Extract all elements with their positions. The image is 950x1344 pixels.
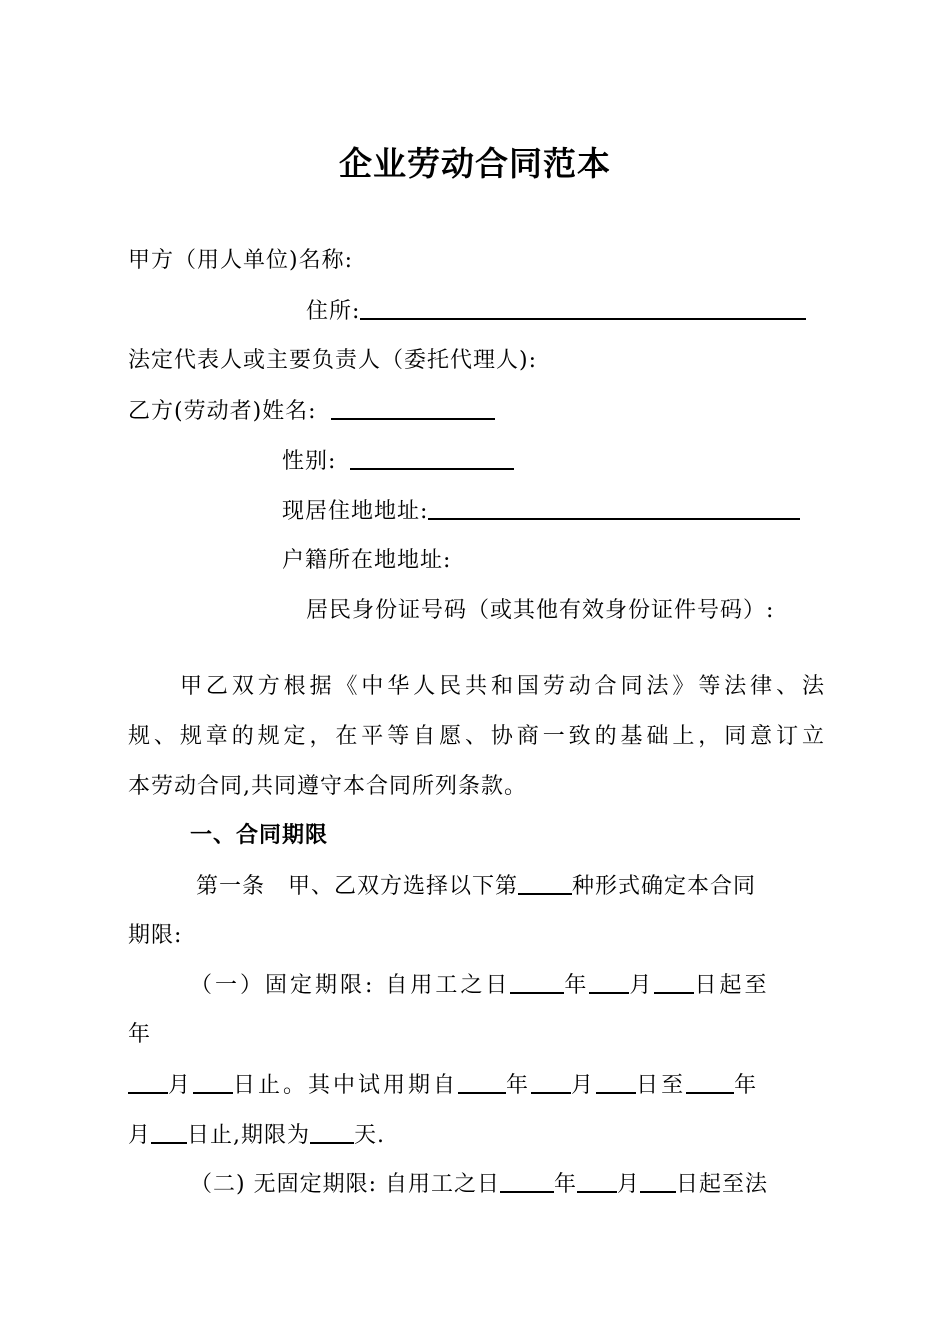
form-choice-blank[interactable] [518, 871, 572, 895]
fixed-year-label: 年 [564, 973, 590, 998]
fixed-day-end-label: 日止。其中试用期自 [233, 1073, 459, 1098]
party-b-current-address-label: 现居住地地址: [282, 499, 429, 524]
fixed-end-day-blank[interactable] [193, 1070, 233, 1094]
unfixed-start-month-blank[interactable] [577, 1169, 617, 1193]
unfixed-month-label: 月 [617, 1172, 641, 1197]
probation-year4-label: 年 [734, 1073, 760, 1098]
preamble-line-2: 规、规章的规定，在平等自愿、协商一致的基础上，同意订立 [128, 724, 825, 749]
party-b-id-label: 居民身份证号码（或其他有效身份证件号码）: [306, 598, 775, 623]
party-a-name-label: 甲方（用人单位)名称: [128, 248, 353, 273]
party-a-address-row [306, 296, 806, 327]
probation-end-day-blank[interactable] [151, 1120, 187, 1144]
article-1-text-a: 第一条 甲、乙双方选择以下第 [196, 874, 519, 899]
party-b-gender-label: 性别: [282, 449, 337, 474]
party-a-address-label: 住所: [306, 299, 361, 324]
probation-end-year-blank[interactable] [686, 1070, 734, 1094]
fixed-term-line-4 [128, 1120, 385, 1151]
party-b-current-address-row [282, 496, 800, 527]
party-b-gender-blank[interactable] [350, 446, 514, 470]
fixed-start-year-blank[interactable] [510, 970, 564, 994]
party-b-current-address-blank[interactable] [428, 496, 800, 520]
probation-month-label: 月 [571, 1073, 597, 1098]
probation-day-end-label: 日止,期限为 [187, 1123, 311, 1148]
probation-month4-label: 月 [128, 1123, 152, 1148]
article-1-text-b: 种形式确定本合同 [572, 874, 757, 899]
unfixed-start-year-blank[interactable] [500, 1169, 554, 1193]
unfixed-term-prefix: （二) 无固定期限: 自用工之日 [190, 1172, 500, 1197]
fixed-start-month-blank[interactable] [589, 970, 629, 994]
party-b-name-label: 乙方(劳动者)姓名: [128, 399, 317, 424]
probation-year-label: 年 [506, 1073, 532, 1098]
probation-day-to-label: 日至 [636, 1073, 687, 1098]
probation-start-day-blank[interactable] [596, 1070, 636, 1094]
unfixed-term-line [190, 1169, 768, 1200]
fixed-term-line-1 [190, 970, 769, 1001]
fixed-day-from-label: 日起至 [694, 973, 770, 998]
preamble-line-3: 本劳动合同,共同遵守本合同所列条款。 [128, 774, 527, 799]
party-b-household-address-label: 户籍所在地地址: [282, 548, 452, 573]
party-a-rep-label: 法定代表人或主要负责人（委托代理人): [128, 348, 537, 373]
unfixed-year-label: 年 [553, 1172, 577, 1197]
document-title: 企业劳动合同范本 [339, 144, 611, 183]
fixed-month2-label: 月 [168, 1073, 194, 1098]
party-b-gender-row [282, 446, 514, 477]
party-b-name-blank[interactable] [331, 396, 495, 420]
probation-start-month-blank[interactable] [531, 1070, 571, 1094]
preamble-text-1: 甲乙双方根据《中华人民共和国劳动合同法》等法律、法 [180, 674, 825, 699]
fixed-term-prefix: （一）固定期限: 自用工之日 [190, 973, 511, 998]
party-b-name-row [128, 396, 495, 427]
article-1-line-2: 期限: [128, 923, 183, 948]
fixed-term-line-3 [128, 1070, 759, 1101]
fixed-start-day-blank[interactable] [654, 970, 694, 994]
preamble-line-1 [128, 672, 825, 702]
fixed-month-label: 月 [629, 973, 655, 998]
unfixed-start-day-blank[interactable] [640, 1169, 676, 1193]
article-1-line [196, 871, 756, 902]
party-a-address-blank[interactable] [360, 296, 806, 320]
fixed-end-month-blank[interactable] [128, 1070, 168, 1094]
section-1-heading: 一、合同期限 [190, 823, 329, 848]
unfixed-day-from-label: 日起至法 [676, 1172, 769, 1197]
fixed-term-line-2: 年 [128, 1022, 152, 1047]
probation-start-year-blank[interactable] [458, 1070, 506, 1094]
probation-days-label: 天. [354, 1123, 386, 1148]
probation-days-blank[interactable] [310, 1120, 354, 1144]
